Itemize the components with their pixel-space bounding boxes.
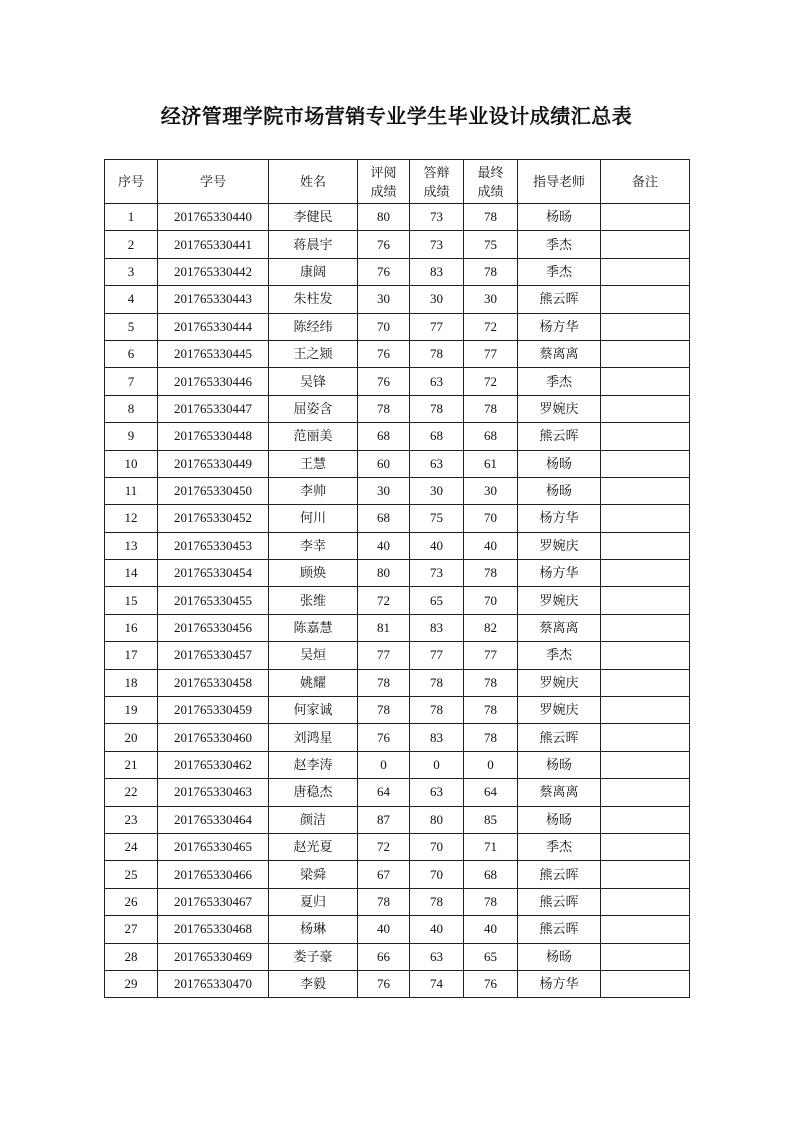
cell-student-id: 201765330468: [158, 916, 269, 943]
cell-seq: 8: [105, 395, 158, 422]
cell-student-id: 201765330453: [158, 532, 269, 559]
cell-seq: 28: [105, 943, 158, 970]
cell-remark: [601, 724, 690, 751]
cell-final-score: 85: [464, 806, 518, 833]
cell-advisor: 季杰: [518, 368, 601, 395]
cell-final-score: 40: [464, 916, 518, 943]
cell-remark: [601, 669, 690, 696]
cell-advisor: 杨旸: [518, 806, 601, 833]
table-row: [105, 423, 690, 450]
cell-final-score: 78: [464, 669, 518, 696]
cell-review-score: 68: [358, 423, 410, 450]
cell-advisor: 熊云晖: [518, 916, 601, 943]
cell-advisor: 季杰: [518, 833, 601, 860]
cell-seq: 16: [105, 614, 158, 641]
table-row: [105, 340, 690, 367]
cell-name: 杨琳: [269, 916, 358, 943]
cell-remark: [601, 916, 690, 943]
header-final-line2: 成绩: [477, 183, 504, 199]
cell-remark: [601, 943, 690, 970]
table-row: [105, 970, 690, 997]
table-row: [105, 231, 690, 258]
cell-advisor: 杨旸: [518, 751, 601, 778]
cell-final-score: 72: [464, 313, 518, 340]
cell-final-score: 65: [464, 943, 518, 970]
cell-name: 梁舜: [269, 861, 358, 888]
cell-student-id: 201765330459: [158, 697, 269, 724]
cell-name: 李幸: [269, 532, 358, 559]
header-review-line1: 评阅: [370, 164, 397, 180]
cell-advisor: 罗婉庆: [518, 395, 601, 422]
cell-name: 赵光夏: [269, 833, 358, 860]
cell-defense-score: 78: [410, 669, 464, 696]
cell-student-id: 201765330447: [158, 395, 269, 422]
cell-remark: [601, 861, 690, 888]
cell-defense-score: 40: [410, 532, 464, 559]
cell-final-score: 71: [464, 833, 518, 860]
cell-advisor: 季杰: [518, 258, 601, 285]
cell-review-score: 67: [358, 861, 410, 888]
cell-review-score: 68: [358, 505, 410, 532]
cell-seq: 26: [105, 888, 158, 915]
cell-review-score: 80: [358, 560, 410, 587]
cell-seq: 25: [105, 861, 158, 888]
cell-student-id: 201765330470: [158, 970, 269, 997]
cell-seq: 19: [105, 697, 158, 724]
header-review-score: [358, 160, 410, 204]
cell-final-score: 68: [464, 861, 518, 888]
cell-review-score: 76: [358, 970, 410, 997]
table-row: [105, 505, 690, 532]
table-body: [105, 204, 690, 998]
cell-remark: [601, 450, 690, 477]
cell-defense-score: 83: [410, 724, 464, 751]
header-final-line1: 最终: [477, 164, 504, 180]
cell-advisor: 杨方华: [518, 505, 601, 532]
cell-advisor: 罗婉庆: [518, 697, 601, 724]
cell-remark: [601, 806, 690, 833]
cell-advisor: 蔡离离: [518, 779, 601, 806]
table-row: [105, 861, 690, 888]
cell-review-score: 72: [358, 833, 410, 860]
cell-defense-score: 80: [410, 806, 464, 833]
cell-final-score: 78: [464, 724, 518, 751]
cell-review-score: 87: [358, 806, 410, 833]
cell-advisor: 熊云晖: [518, 423, 601, 450]
cell-review-score: 72: [358, 587, 410, 614]
cell-name: 屈姿含: [269, 395, 358, 422]
cell-seq: 4: [105, 286, 158, 313]
cell-advisor: 熊云晖: [518, 861, 601, 888]
cell-advisor: 杨旸: [518, 477, 601, 504]
cell-name: 顾焕: [269, 560, 358, 587]
cell-final-score: 30: [464, 286, 518, 313]
cell-seq: 29: [105, 970, 158, 997]
cell-advisor: 蔡离离: [518, 340, 601, 367]
header-row: [105, 160, 690, 204]
header-defense-line1: 答辩: [423, 164, 450, 180]
cell-remark: [601, 532, 690, 559]
cell-advisor: 杨旸: [518, 450, 601, 477]
cell-student-id: 201765330442: [158, 258, 269, 285]
cell-final-score: 72: [464, 368, 518, 395]
cell-defense-score: 63: [410, 450, 464, 477]
cell-seq: 18: [105, 669, 158, 696]
cell-defense-score: 70: [410, 861, 464, 888]
cell-final-score: 0: [464, 751, 518, 778]
cell-seq: 3: [105, 258, 158, 285]
header-name: 姓名: [269, 160, 358, 204]
header-review-line2: 成绩: [370, 183, 397, 199]
cell-seq: 2: [105, 231, 158, 258]
cell-seq: 22: [105, 779, 158, 806]
cell-advisor: 罗婉庆: [518, 532, 601, 559]
cell-seq: 6: [105, 340, 158, 367]
cell-final-score: 75: [464, 231, 518, 258]
header-defense-line2: 成绩: [423, 183, 450, 199]
cell-student-id: 201765330454: [158, 560, 269, 587]
table-row: [105, 477, 690, 504]
cell-name: 何川: [269, 505, 358, 532]
cell-name: 范丽美: [269, 423, 358, 450]
cell-final-score: 78: [464, 395, 518, 422]
cell-final-score: 78: [464, 697, 518, 724]
cell-final-score: 61: [464, 450, 518, 477]
cell-seq: 23: [105, 806, 158, 833]
table-row: [105, 724, 690, 751]
document-title: 经济管理学院市场营销专业学生毕业设计成绩汇总表: [160, 106, 633, 128]
cell-name: 陈嘉慧: [269, 614, 358, 641]
cell-defense-score: 78: [410, 340, 464, 367]
cell-remark: [601, 505, 690, 532]
cell-remark: [601, 258, 690, 285]
table-row: [105, 943, 690, 970]
cell-defense-score: 30: [410, 477, 464, 504]
cell-final-score: 78: [464, 888, 518, 915]
cell-name: 王之颎: [269, 340, 358, 367]
cell-seq: 24: [105, 833, 158, 860]
cell-final-score: 77: [464, 642, 518, 669]
cell-defense-score: 74: [410, 970, 464, 997]
cell-final-score: 64: [464, 779, 518, 806]
cell-name: 吴烜: [269, 642, 358, 669]
table-row: [105, 204, 690, 231]
cell-defense-score: 0: [410, 751, 464, 778]
cell-advisor: 熊云晖: [518, 888, 601, 915]
cell-final-score: 70: [464, 505, 518, 532]
cell-advisor: 杨方华: [518, 560, 601, 587]
cell-defense-score: 65: [410, 587, 464, 614]
cell-remark: [601, 587, 690, 614]
cell-defense-score: 83: [410, 258, 464, 285]
cell-advisor: 杨旸: [518, 204, 601, 231]
header-defense-score: [410, 160, 464, 204]
cell-review-score: 76: [358, 368, 410, 395]
cell-remark: [601, 313, 690, 340]
cell-student-id: 201765330440: [158, 204, 269, 231]
cell-defense-score: 73: [410, 204, 464, 231]
table-row: [105, 450, 690, 477]
cell-student-id: 201765330465: [158, 833, 269, 860]
cell-advisor: 杨旸: [518, 943, 601, 970]
header-seq: 序号: [105, 160, 158, 204]
cell-name: 夏归: [269, 888, 358, 915]
cell-advisor: 罗婉庆: [518, 669, 601, 696]
cell-review-score: 40: [358, 532, 410, 559]
cell-student-id: 201765330448: [158, 423, 269, 450]
cell-remark: [601, 286, 690, 313]
cell-seq: 7: [105, 368, 158, 395]
cell-defense-score: 73: [410, 231, 464, 258]
table-row: [105, 806, 690, 833]
cell-name: 王慧: [269, 450, 358, 477]
cell-advisor: 季杰: [518, 642, 601, 669]
cell-remark: [601, 340, 690, 367]
table-row: [105, 313, 690, 340]
cell-defense-score: 77: [410, 642, 464, 669]
cell-student-id: 201765330460: [158, 724, 269, 751]
cell-defense-score: 75: [410, 505, 464, 532]
table-row: [105, 614, 690, 641]
cell-name: 娄子豪: [269, 943, 358, 970]
cell-remark: [601, 395, 690, 422]
cell-seq: 14: [105, 560, 158, 587]
cell-final-score: 70: [464, 587, 518, 614]
cell-seq: 27: [105, 916, 158, 943]
cell-student-id: 201765330458: [158, 669, 269, 696]
cell-final-score: 78: [464, 560, 518, 587]
table-row: [105, 916, 690, 943]
cell-student-id: 201765330462: [158, 751, 269, 778]
cell-defense-score: 63: [410, 368, 464, 395]
cell-final-score: 78: [464, 258, 518, 285]
cell-final-score: 30: [464, 477, 518, 504]
cell-review-score: 64: [358, 779, 410, 806]
cell-advisor: 季杰: [518, 231, 601, 258]
cell-review-score: 30: [358, 477, 410, 504]
cell-review-score: 30: [358, 286, 410, 313]
cell-seq: 5: [105, 313, 158, 340]
table-row: [105, 833, 690, 860]
cell-remark: [601, 888, 690, 915]
cell-remark: [601, 231, 690, 258]
cell-seq: 9: [105, 423, 158, 450]
cell-name: 何家诚: [269, 697, 358, 724]
cell-seq: 1: [105, 204, 158, 231]
cell-review-score: 78: [358, 888, 410, 915]
cell-review-score: 76: [358, 231, 410, 258]
cell-advisor: 杨方华: [518, 970, 601, 997]
cell-name: 李毅: [269, 970, 358, 997]
cell-defense-score: 40: [410, 916, 464, 943]
cell-student-id: 201765330441: [158, 231, 269, 258]
cell-student-id: 201765330445: [158, 340, 269, 367]
cell-name: 刘鸿星: [269, 724, 358, 751]
cell-seq: 15: [105, 587, 158, 614]
cell-review-score: 40: [358, 916, 410, 943]
cell-final-score: 78: [464, 204, 518, 231]
table-row: [105, 395, 690, 422]
cell-final-score: 82: [464, 614, 518, 641]
cell-advisor: 杨方华: [518, 313, 601, 340]
cell-remark: [601, 560, 690, 587]
cell-seq: 12: [105, 505, 158, 532]
cell-remark: [601, 477, 690, 504]
cell-student-id: 201765330456: [158, 614, 269, 641]
cell-seq: 21: [105, 751, 158, 778]
cell-student-id: 201765330464: [158, 806, 269, 833]
cell-remark: [601, 423, 690, 450]
cell-defense-score: 83: [410, 614, 464, 641]
cell-name: 姚耀: [269, 669, 358, 696]
cell-advisor: 熊云晖: [518, 286, 601, 313]
cell-remark: [601, 697, 690, 724]
cell-remark: [601, 970, 690, 997]
cell-defense-score: 78: [410, 395, 464, 422]
table-row: [105, 751, 690, 778]
cell-student-id: 201765330449: [158, 450, 269, 477]
cell-seq: 17: [105, 642, 158, 669]
cell-name: 康阔: [269, 258, 358, 285]
cell-defense-score: 63: [410, 943, 464, 970]
cell-review-score: 60: [358, 450, 410, 477]
table-row: [105, 532, 690, 559]
cell-final-score: 76: [464, 970, 518, 997]
cell-review-score: 76: [358, 724, 410, 751]
cell-student-id: 201765330457: [158, 642, 269, 669]
cell-student-id: 201765330469: [158, 943, 269, 970]
cell-name: 朱柱发: [269, 286, 358, 313]
cell-remark: [601, 368, 690, 395]
cell-review-score: 78: [358, 669, 410, 696]
cell-student-id: 201765330452: [158, 505, 269, 532]
cell-defense-score: 30: [410, 286, 464, 313]
cell-review-score: 78: [358, 395, 410, 422]
cell-name: 蒋晨宇: [269, 231, 358, 258]
cell-remark: [601, 642, 690, 669]
cell-student-id: 201765330444: [158, 313, 269, 340]
cell-defense-score: 78: [410, 888, 464, 915]
cell-defense-score: 68: [410, 423, 464, 450]
cell-final-score: 40: [464, 532, 518, 559]
cell-remark: [601, 614, 690, 641]
cell-name: 李健民: [269, 204, 358, 231]
cell-defense-score: 78: [410, 697, 464, 724]
cell-review-score: 76: [358, 258, 410, 285]
table-row: [105, 669, 690, 696]
header-advisor: 指导老师: [518, 160, 601, 204]
cell-defense-score: 77: [410, 313, 464, 340]
cell-review-score: 76: [358, 340, 410, 367]
cell-review-score: 66: [358, 943, 410, 970]
cell-student-id: 201765330466: [158, 861, 269, 888]
table-row: [105, 642, 690, 669]
cell-student-id: 201765330450: [158, 477, 269, 504]
cell-final-score: 77: [464, 340, 518, 367]
cell-seq: 10: [105, 450, 158, 477]
header-final-score: [464, 160, 518, 204]
cell-review-score: 80: [358, 204, 410, 231]
cell-student-id: 201765330463: [158, 779, 269, 806]
cell-name: 陈经纬: [269, 313, 358, 340]
table-row: [105, 587, 690, 614]
cell-defense-score: 63: [410, 779, 464, 806]
cell-advisor: 熊云晖: [518, 724, 601, 751]
cell-review-score: 0: [358, 751, 410, 778]
cell-student-id: 201765330443: [158, 286, 269, 313]
table-row: [105, 560, 690, 587]
cell-name: 唐稳杰: [269, 779, 358, 806]
cell-review-score: 77: [358, 642, 410, 669]
table-row: [105, 258, 690, 285]
cell-name: 李帅: [269, 477, 358, 504]
cell-seq: 11: [105, 477, 158, 504]
cell-remark: [601, 779, 690, 806]
table-row: [105, 286, 690, 313]
cell-seq: 20: [105, 724, 158, 751]
cell-name: 赵李涛: [269, 751, 358, 778]
table-row: [105, 697, 690, 724]
cell-final-score: 68: [464, 423, 518, 450]
header-student-id: 学号: [158, 160, 269, 204]
cell-review-score: 81: [358, 614, 410, 641]
cell-student-id: 201765330446: [158, 368, 269, 395]
cell-seq: 13: [105, 532, 158, 559]
header-remark: 备注: [601, 160, 690, 204]
cell-name: 颜洁: [269, 806, 358, 833]
table-row: [105, 368, 690, 395]
grades-table: [104, 159, 690, 998]
cell-student-id: 201765330467: [158, 888, 269, 915]
cell-remark: [601, 833, 690, 860]
cell-advisor: 蔡离离: [518, 614, 601, 641]
cell-remark: [601, 751, 690, 778]
table-row: [105, 888, 690, 915]
cell-review-score: 70: [358, 313, 410, 340]
cell-student-id: 201765330455: [158, 587, 269, 614]
cell-review-score: 78: [358, 697, 410, 724]
cell-defense-score: 70: [410, 833, 464, 860]
cell-name: 张维: [269, 587, 358, 614]
cell-name: 吴锋: [269, 368, 358, 395]
cell-defense-score: 73: [410, 560, 464, 587]
cell-advisor: 罗婉庆: [518, 587, 601, 614]
cell-remark: [601, 204, 690, 231]
table-row: [105, 779, 690, 806]
